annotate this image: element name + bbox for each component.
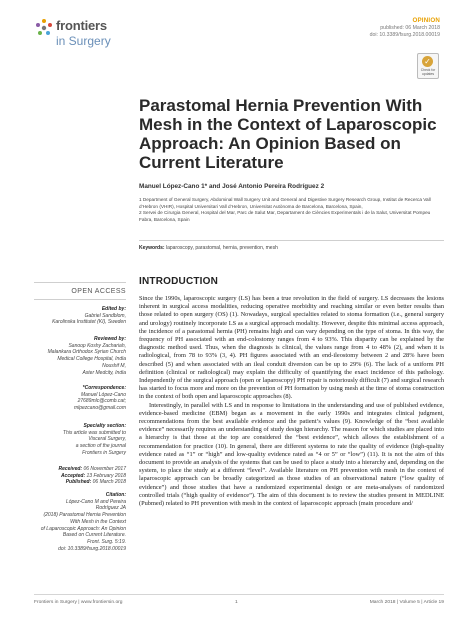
citation-doi[interactable]: doi: 10.3389/fsurg.2018.00019 <box>58 545 126 552</box>
article-meta-header <box>240 18 440 38</box>
specialty-block <box>34 423 126 457</box>
specialty-line: Frontiers in Surgery <box>82 449 126 456</box>
citation-block <box>34 492 126 552</box>
accepted-row <box>34 473 126 480</box>
sidebar-rule <box>34 299 126 300</box>
received-row <box>34 466 126 473</box>
dates-block <box>34 466 126 486</box>
keywords-line <box>139 245 444 251</box>
citation-line: López-Cano M and Pereira <box>65 498 126 505</box>
reviewer-line: Medical College Hospital, India <box>57 356 126 363</box>
keywords-label: Keywords: <box>139 245 165 251</box>
specialty-line: Visceral Surgery, <box>88 436 126 443</box>
published-label: Published: <box>65 479 92 486</box>
citation-line: With Mesh in the Context <box>70 518 126 525</box>
frontiers-logo-icon <box>34 18 54 38</box>
citation-line: (2018) Parastomal Hernia Prevention <box>43 512 126 519</box>
reviewed-by-block <box>34 336 126 376</box>
affiliations <box>139 197 444 223</box>
frontiers-logo <box>34 16 154 50</box>
published-sidebar-date: 06 March 2018 <box>92 479 126 486</box>
received-label: Received: <box>58 466 83 472</box>
citation-line: Based on Current Literature. <box>62 532 126 539</box>
published-date: published: 06 March 2018 <box>380 24 440 31</box>
keywords-values: laparoscopy, parastomal, hernia, prevention, mesh <box>165 245 278 251</box>
reviewed-by-label: Reviewed by: <box>94 336 126 342</box>
editor-name: Gabriel Sandblom, <box>84 312 126 319</box>
reviewer-line: Noushif M, <box>102 362 126 369</box>
reviewer-line: Sanoop Koshy Zachariah, <box>68 342 126 349</box>
footer-page-number: 1 <box>235 600 238 605</box>
reviewer-line: Aster Medcity, India <box>82 369 126 376</box>
check-for-updates-button[interactable] <box>417 53 439 79</box>
editor-affiliation: Karolinska Institutet (KI), Sweden <box>52 319 126 326</box>
specialty-line: This article was submitted to <box>62 429 126 436</box>
specialty-label: Specialty section: <box>83 423 126 429</box>
accepted-date: 13 February 2018 <box>86 472 126 479</box>
correspondence-email[interactable]: 27689mlc@comb.cat; <box>77 398 126 405</box>
citation-line: Rodríguez JA <box>95 505 126 512</box>
received-date: 06 November 2017 <box>83 466 126 472</box>
footer-rule <box>34 594 444 595</box>
authors-line: Manuel López-Cano 1* and José Antonio Pereira Rodríguez 2 <box>139 183 325 190</box>
body-text <box>139 295 444 508</box>
footer-journal-link[interactable]: Frontiers in Surgery | www.frontiersin.org <box>34 600 123 605</box>
citation-label: Citation: <box>105 492 126 498</box>
sidebar-rule-top <box>34 282 126 283</box>
open-access-label: OPEN ACCESS <box>71 288 126 295</box>
logo-frontiers-text: frontiers <box>56 18 107 33</box>
edited-by-label: Edited by: <box>101 306 126 312</box>
doi-link[interactable]: doi: 10.3389/fsurg.2018.00019 <box>369 31 440 38</box>
specialty-line: a section of the journal <box>75 443 126 450</box>
citation-line: Front. Surg. 5:19. <box>87 538 126 545</box>
body-paragraph: Since the 1990s, laparoscopic surgery (LS) has been a true revolution in the field of surgery. LS decreases the lesions inherent in surgical access modalities, reducing operative morbidity and reaching similar or even better results than those related to open surgery (OS) (1). Nowadays, surgical specialties related to stoma formation (i.e., general surgery and urology) routinely incorporate LS as a surgical approach modality. However, despite this minimal access approach, the incidence of a parastomal hernia (PH) remains high and can vary depending on the type of stoma. In this way, the frequency of PH associated with an end-colostomy ranges from 4 to 93%. This disparity can be explained by the diagnostic method used. Thus, when the diagnosis is clinical, the values range from 4 to 48% (2), and when it is radiological, from 78 to 93% (3, 4). PH figures associated with an end-ileostomy between 2 and 28% have been described (5) and when associated with an ileal conduit diversion can be up to 29% (6). The lack of a uniform PH definition (clinical or radiological) may explain the difficulty of quantifying the exact incidence of this pathology. Independently of the surgical approach (open or laparoscopy) PH repair is notoriously difficult (7) and surgical research has started to focus more and more on the prevention of PH formation by using mesh at the time of stoma construction in the context of both open and laparoscopic approaches (8). <box>139 295 444 401</box>
reviewer-line: Malankara Orthodox Syrian Church <box>47 349 126 356</box>
edited-by-block <box>34 306 126 326</box>
citation-line: of Laparoscopic Approach: An Opinion <box>40 525 126 532</box>
check-updates-icon: ✓ <box>422 56 433 67</box>
title-divider <box>139 240 444 241</box>
correspondence-block <box>34 385 126 412</box>
correspondence-line: Manuel López-Cano <box>80 391 126 398</box>
body-paragraph: Interestingly, in parallel with LS and in response to limitations in the understanding and use of published evidence, evidence-based medicine (EBM) began as a movement in the early 1990s and integrates clinical judgment, recommendations from the best available evidence and the patient’s values (9). Knowledge of the “best available evidence” necessarily requires an understanding of study design hierarchy. The reason for which studies are placed into a hierarchy is that those at the top are considered the “best evidence”, which allows the establishment of a recommendation for practice (10). In general, there are different systems to rate the quality of evidence (high-quality evidence rated as “1” or “high” and low-quality evidence rated as “4 or 5” or “low”) (11). It is not the aim of this document to provide an analysis of the systems that can be used to place a study into a hierarchy and, depending on the system, to place the study at a different “level”. Available literature on PH prevention with mesh in the context of laparoscopic approach can be broadly categorized as those studies of an observational nature (“low quality of evidence”) and those studies that have a randomized experimental design or are meta-analyses of randomized controlled trials (“high quality of evidence”). The aim of this document is to review the studies present in MEDLINE (Pubmed) related to PH prevention with mesh in the context of laparoscopic approach (main procedure and/ <box>139 401 444 508</box>
accepted-label: Accepted: <box>60 472 86 479</box>
check-updates-label: Check for updates <box>420 68 436 76</box>
article-title: Parastomal Hernia Prevention With Mesh in the Context of Laparoscopic Approach: An Opinion Based on Current Literature <box>139 96 437 172</box>
article-type: OPINION <box>412 17 440 24</box>
footer-issue: March 2018 | Volume 5 | Article 19 <box>369 600 444 605</box>
affiliation-2: 2 Servei de Cirurgia General, Hospital del Mar, Parc de Salut Mar, Departament de Ciències Experimentals i de la Salut, Universitat Pompeu Fabra, Barcelona, Spain <box>139 210 431 222</box>
published-row <box>34 479 126 486</box>
correspondence-label: *Correspondence: <box>82 385 126 391</box>
affiliation-1: 1 Department of General Surgery, Abdominal Wall Surgery Unit and General and Digestive Surgery Research Group, Institut de Recerca Vall d’Hebron (VHIR), Hospital Universitari Vall d’Hebron, Universitat Autònoma de Barcelona, Barcelona, Spain, <box>139 197 431 209</box>
correspondence-email[interactable]: mlpezcano@gmail.com <box>73 405 126 412</box>
logo-journal-text: in Surgery <box>56 34 111 48</box>
section-heading-introduction: INTRODUCTION <box>139 276 219 287</box>
